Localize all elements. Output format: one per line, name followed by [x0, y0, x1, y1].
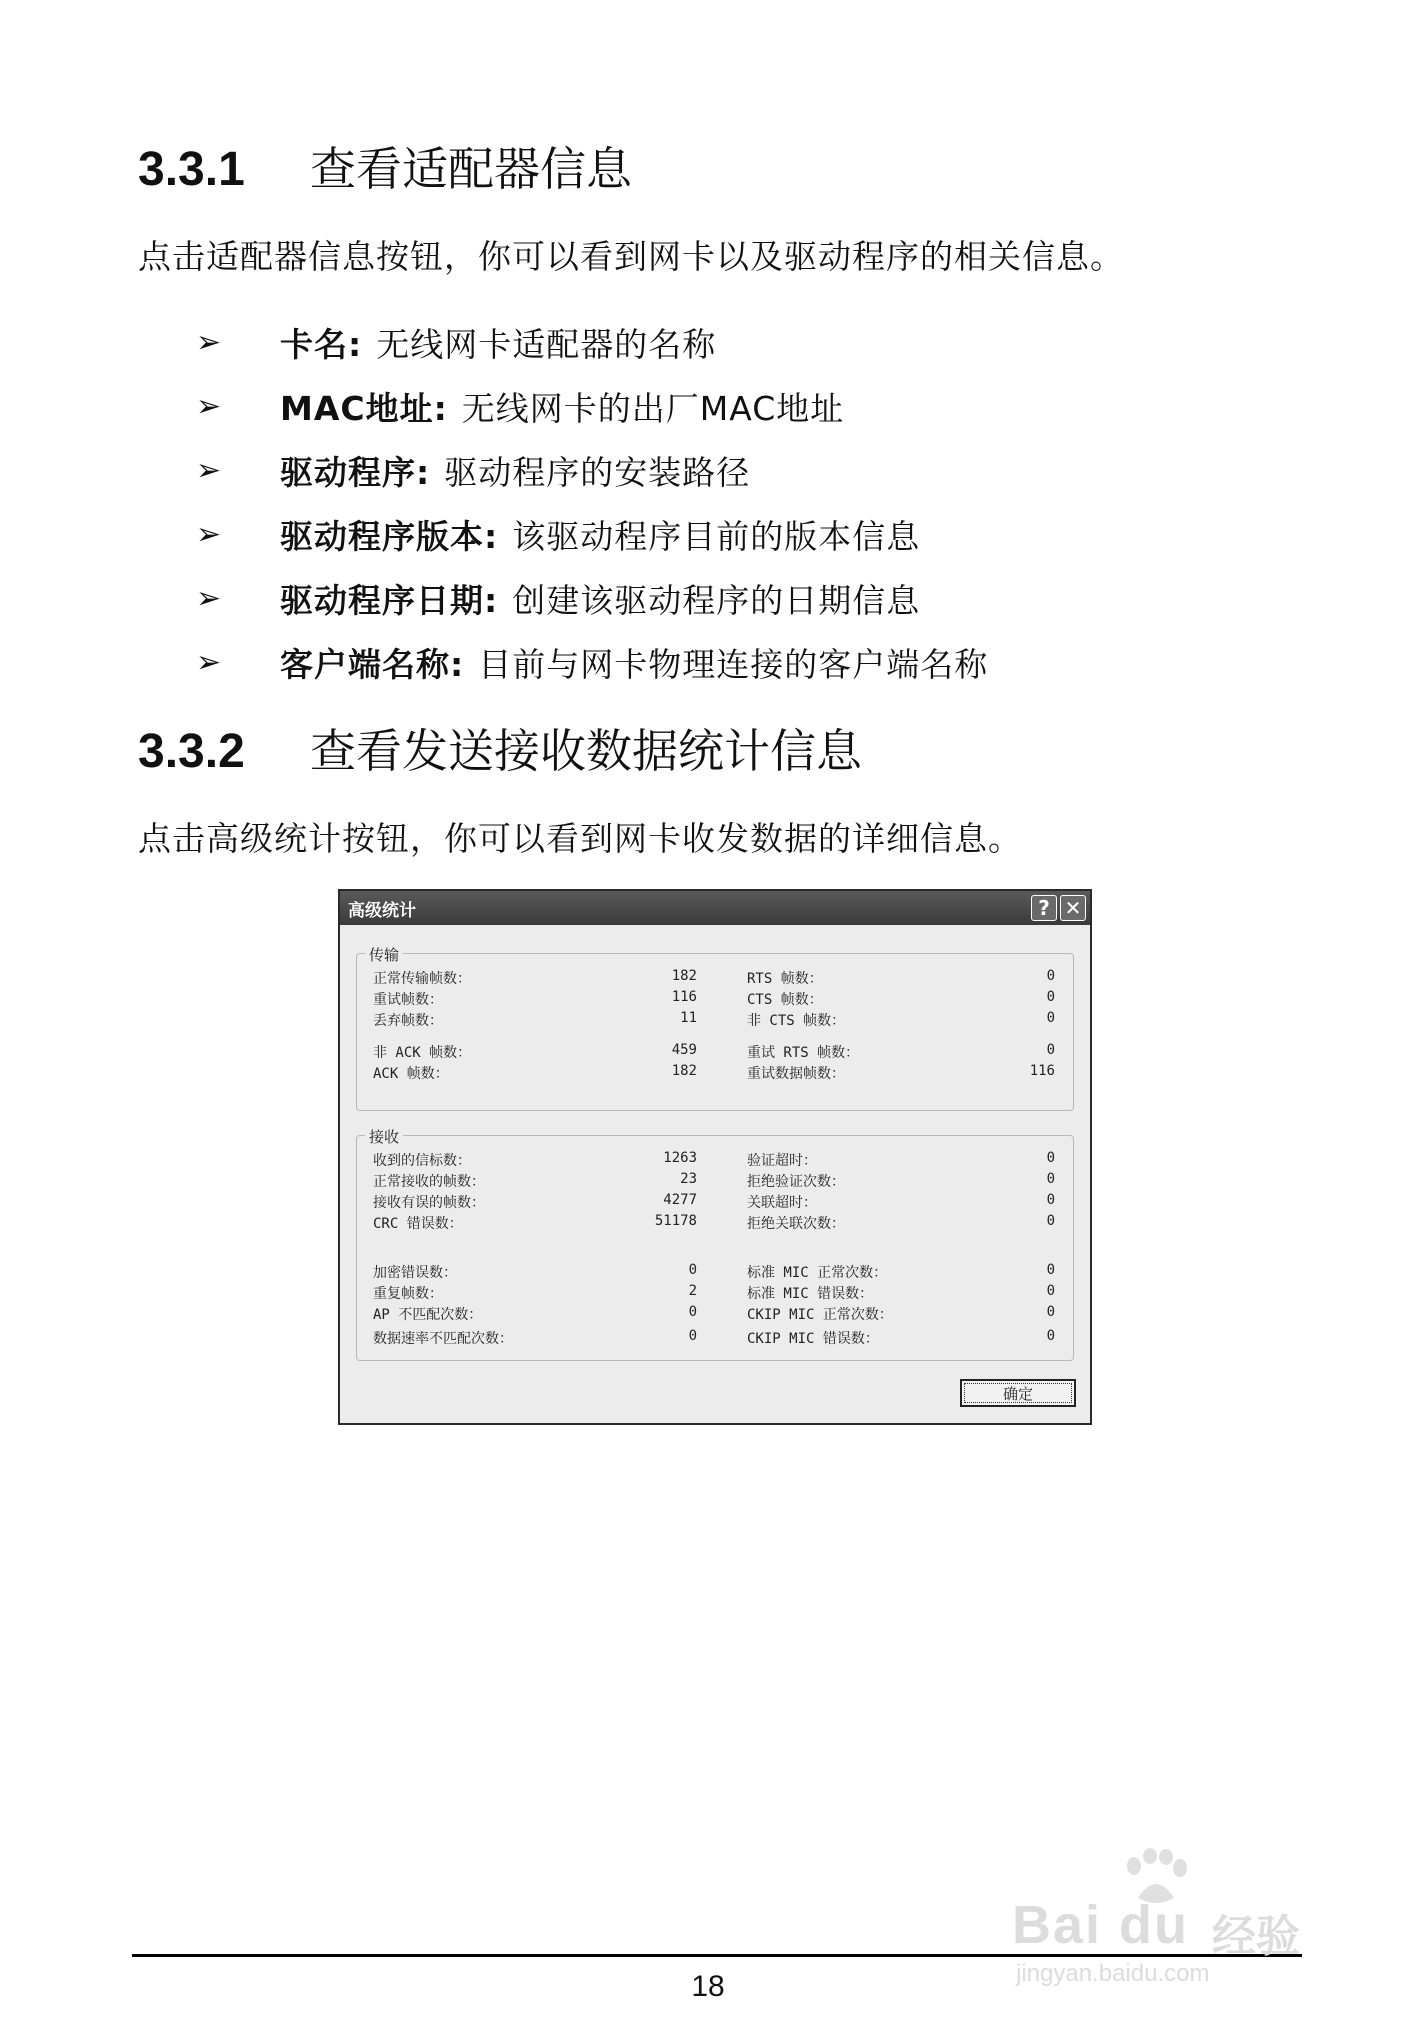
stat-value: 0 [1046, 1328, 1055, 1344]
stat-value: 2 [688, 1283, 697, 1299]
stat-value: 0 [688, 1328, 697, 1344]
stat-value: 0 [1046, 989, 1055, 1005]
stat-value: 51178 [654, 1213, 697, 1229]
stat-label: CKIP MIC 错误数： [747, 1331, 879, 1347]
list-item [196, 438, 988, 502]
stat-value: 0 [1046, 1262, 1055, 1278]
stat-row [357, 1304, 1073, 1324]
stat-value: 0 [1046, 1010, 1055, 1026]
watermark-suffix: 经验 [1212, 1912, 1300, 1961]
item-desc: 无线网卡的出厂MAC地址 [461, 388, 845, 428]
page-number: 18 [691, 1970, 725, 2003]
item-term: MAC地址: [280, 388, 448, 428]
item-desc: 该驱动程序目前的版本信息 [512, 516, 921, 556]
watermark-brand: Bai du [1012, 1895, 1190, 1955]
arrow-bullet-icon: ➢ [196, 324, 223, 360]
stat-label: 拒绝验证次数： [747, 1174, 845, 1190]
help-icon: ? [1038, 896, 1050, 920]
stat-value: 182 [671, 968, 697, 984]
stat-label: 收到的信标数： [373, 1153, 471, 1169]
watermark-url: jingyan.baidu.com [1016, 1960, 1210, 1987]
stat-row [357, 968, 1073, 988]
transmit-group [356, 946, 1074, 1111]
stat-label: 非 ACK 帧数： [373, 1045, 472, 1061]
stat-label: 正常接收的帧数： [373, 1174, 485, 1190]
stat-label: 接收有误的帧数： [373, 1195, 485, 1211]
ok-button[interactable] [960, 1379, 1076, 1407]
stat-label: AP 不匹配次数： [373, 1307, 483, 1323]
list-item [196, 630, 988, 694]
stat-row [357, 1262, 1073, 1282]
dialog-title: 高级统计 [348, 900, 416, 921]
stat-label: 验证超时： [747, 1153, 817, 1169]
section-number: 3.3.1 [138, 143, 245, 196]
item-desc: 驱动程序的安装路径 [444, 452, 751, 492]
ok-label: 确定 [1002, 1384, 1033, 1403]
dialog-titlebar [340, 891, 1090, 925]
stat-label: 重试帧数： [373, 992, 443, 1008]
stat-value: 0 [1046, 1042, 1055, 1058]
stat-value: 0 [1046, 1192, 1055, 1208]
arrow-bullet-icon: ➢ [196, 644, 223, 680]
stat-value: 0 [688, 1262, 697, 1278]
stat-row [357, 1283, 1073, 1303]
stat-value: 0 [688, 1304, 697, 1320]
help-button[interactable] [1031, 895, 1057, 921]
section-number: 3.3.2 [138, 725, 245, 778]
stat-label: CRC 错误数： [373, 1216, 463, 1232]
stat-value: 182 [671, 1063, 697, 1079]
stat-row [357, 1192, 1073, 1212]
item-desc: 目前与网卡物理连接的客户端名称 [478, 644, 989, 684]
stat-value: 116 [1029, 1063, 1055, 1079]
stat-label: ACK 帧数： [373, 1066, 449, 1082]
stat-value: 0 [1046, 968, 1055, 984]
item-term: 客户端名称: [280, 644, 465, 684]
stat-value: 23 [680, 1171, 697, 1187]
list-item [196, 374, 988, 438]
stat-value: 0 [1046, 1150, 1055, 1166]
stat-value: 1263 [663, 1150, 697, 1166]
stat-row [357, 1042, 1073, 1062]
stat-label: 标准 MIC 错误数： [747, 1286, 874, 1302]
stat-label: 标准 MIC 正常次数： [747, 1265, 888, 1281]
group-legend: 接收 [365, 1126, 403, 1147]
group-legend: 传输 [365, 944, 403, 965]
stat-label: 拒绝关联次数： [747, 1216, 845, 1232]
section-heading-3-3-1 [138, 142, 632, 196]
advanced-statistics-dialog [338, 889, 1092, 1425]
titlebar-buttons [1031, 895, 1086, 921]
stat-label: 重复帧数： [373, 1286, 443, 1302]
stat-label: 关联超时： [747, 1195, 817, 1211]
stat-row [357, 1213, 1073, 1233]
item-term: 驱动程序日期: [280, 580, 499, 620]
stat-row [357, 1150, 1073, 1170]
stat-row [357, 1010, 1073, 1030]
arrow-bullet-icon: ➢ [196, 516, 223, 552]
arrow-bullet-icon: ➢ [196, 452, 223, 488]
item-desc: 无线网卡适配器的名称 [376, 324, 717, 364]
receive-group [356, 1128, 1074, 1361]
stat-label: 数据速率不匹配次数： [373, 1331, 513, 1347]
stat-row [357, 1063, 1073, 1083]
stat-row [357, 1328, 1073, 1348]
stat-label: RTS 帧数： [747, 971, 823, 987]
stat-row [357, 1171, 1073, 1191]
stat-label: 重试 RTS 帧数： [747, 1045, 860, 1061]
item-term: 驱动程序: [280, 452, 431, 492]
stat-label: 丢弃帧数： [373, 1013, 443, 1029]
item-term: 驱动程序版本: [280, 516, 499, 556]
stat-label: 正常传输帧数： [373, 971, 471, 987]
arrow-bullet-icon: ➢ [196, 580, 223, 616]
arrow-bullet-icon: ➢ [196, 388, 223, 424]
list-item [196, 566, 988, 630]
baidu-jingyan-watermark [1012, 1848, 1342, 1987]
stat-label: CKIP MIC 正常次数： [747, 1307, 893, 1323]
item-desc: 创建该驱动程序的日期信息 [512, 580, 921, 620]
stat-label: 重试数据帧数： [747, 1066, 845, 1082]
stat-value: 4277 [663, 1192, 697, 1208]
section-title: 查看发送接收数据统计信息 [310, 724, 862, 778]
stat-label: CTS 帧数： [747, 992, 823, 1008]
stat-value: 11 [680, 1010, 697, 1026]
list-item [196, 502, 988, 566]
stat-value: 0 [1046, 1304, 1055, 1320]
section-intro: 点击高级统计按钮，你可以看到网卡收发数据的详细信息。 [138, 819, 1022, 858]
stat-value: 0 [1046, 1283, 1055, 1299]
adapter-info-list [196, 310, 988, 694]
stat-label: 非 CTS 帧数： [747, 1013, 846, 1029]
item-term: 卡名: [280, 324, 363, 364]
stat-value: 0 [1046, 1213, 1055, 1229]
stat-value: 116 [671, 989, 697, 1005]
close-icon: ✕ [1064, 896, 1082, 920]
close-button[interactable] [1060, 895, 1086, 921]
section-title: 查看适配器信息 [310, 142, 632, 196]
section-heading-3-3-2 [138, 724, 862, 778]
list-item [196, 310, 988, 374]
stat-value: 0 [1046, 1171, 1055, 1187]
stat-row [357, 989, 1073, 1009]
stat-value: 459 [671, 1042, 697, 1058]
stat-label: 加密错误数： [373, 1265, 457, 1281]
section-intro: 点击适配器信息按钮，你可以看到网卡以及驱动程序的相关信息。 [138, 237, 1124, 276]
